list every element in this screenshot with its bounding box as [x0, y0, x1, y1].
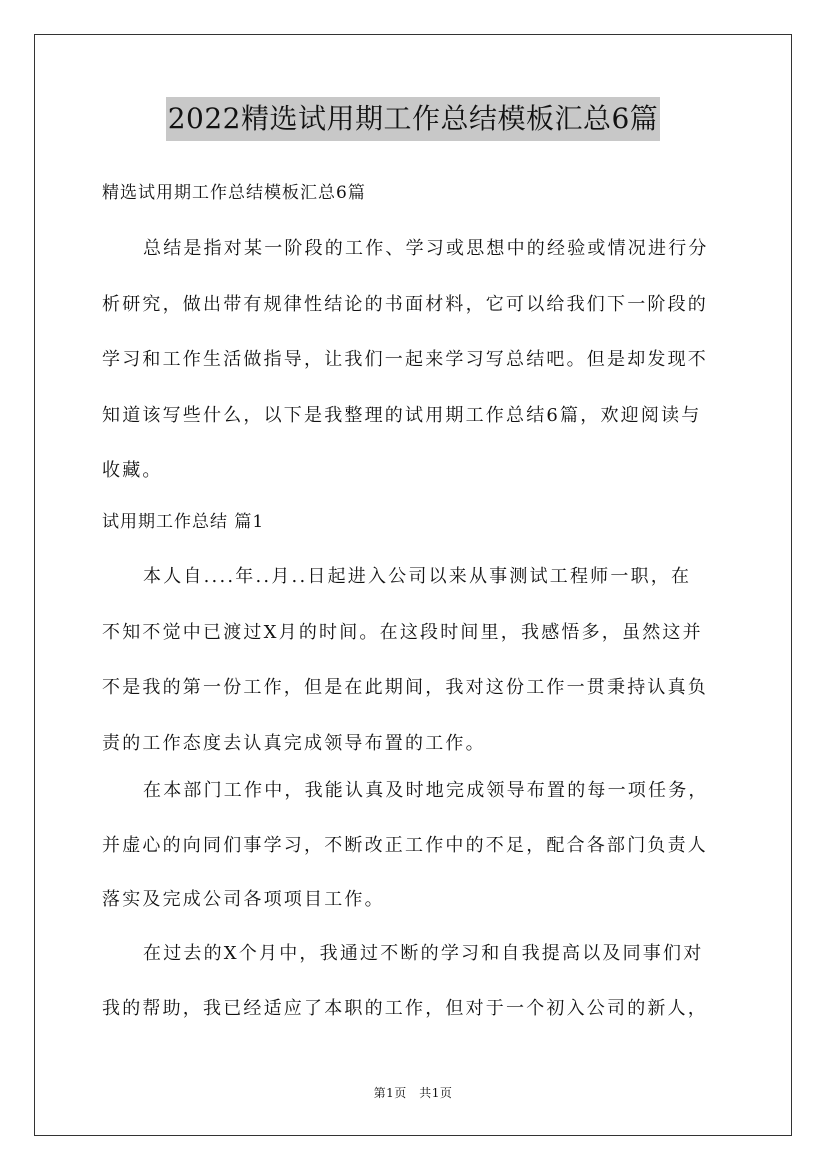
intro-line: 知道该写些什么，以下是我整理的试用期工作总结6篇，欢迎阅读与 [102, 405, 702, 426]
intro-line: 总结是指对某一阶段的工作、学习或思想中的经验或情况进行分 [143, 238, 709, 259]
paragraph-line: 不知不觉中已渡过X月的时间。在这段时间里，我感悟多，虽然这并 [102, 622, 703, 643]
paragraph-line: 责的工作态度去认真完成领导布置的工作。 [102, 733, 486, 754]
title-container [34, 97, 792, 141]
intro-line: 析研究，做出带有规律性结论的书面材料，它可以给我们下一阶段的 [102, 294, 708, 315]
intro-line: 收藏。 [102, 460, 163, 481]
document-subtitle: 精选试用期工作总结模板汇总6篇 [102, 183, 366, 203]
paragraph-line: 本人自....年..月..日起进入公司以来从事测试工程师一职，在 [143, 566, 692, 587]
intro-line: 学习和工作生活做指导，让我们一起来学习写总结吧。但是却发现不 [102, 349, 708, 370]
document-title: 2022精选试用期工作总结模板汇总6篇 [166, 97, 661, 141]
page-number: 第1页 共1页 [373, 1086, 453, 1100]
paragraph-line: 不是我的第一份工作，但是在此期间，我对这份工作一贯秉持认真负 [102, 677, 708, 698]
paragraph-line: 并虚心的向同们事学习，不断改正工作中的不足，配合各部门负责人 [102, 835, 708, 856]
paragraph-line: 落实及完成公司各项项目工作。 [102, 889, 385, 910]
paragraph-line: 在本部门工作中，我能认真及时地完成领导布置的每一项任务， [143, 780, 709, 801]
paragraph-line: 在过去的X个月中，我通过不断的学习和自我提高以及同事们对 [143, 943, 704, 964]
section-heading: 试用期工作总结 篇1 [102, 512, 265, 532]
paragraph-line: 我的帮助，我已经适应了本职的工作，但对于一个初入公司的新人， [102, 998, 708, 1019]
